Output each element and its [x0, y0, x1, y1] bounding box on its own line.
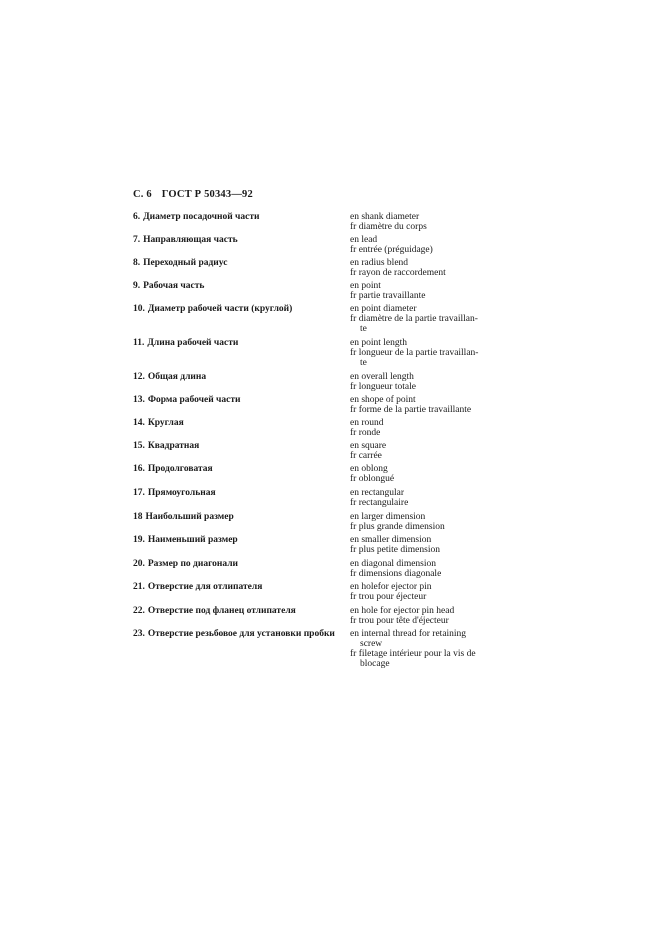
term-en: en diagonal dimension: [350, 559, 437, 569]
term-fr: fr dimensions diagonale: [350, 569, 442, 579]
term-translations: [350, 304, 510, 334]
term-fr: fr plus petite dimension: [350, 545, 440, 555]
term-row: [133, 559, 513, 582]
term-ru: 8. Переходный радиус: [133, 258, 228, 268]
term-ru: 7. Направляющая часть: [133, 235, 238, 245]
term-fr: fr carrée: [350, 451, 382, 461]
term-translations: [350, 464, 510, 484]
term-translations: [350, 258, 510, 278]
term-row: [133, 235, 513, 258]
term-fr: fr rayon de raccordement: [350, 268, 446, 278]
page-header: [133, 189, 260, 200]
term-translations: [350, 338, 510, 368]
term-fr: fr entrée (préguidage): [350, 245, 433, 255]
term-row: [133, 304, 513, 338]
term-en: en point length: [350, 338, 407, 348]
term-fr: fr filetage intérieur pour la vis de: [350, 649, 476, 659]
term-translations: [350, 488, 510, 508]
term-fr: fr longueur totale: [350, 382, 416, 392]
term-translations: [350, 212, 510, 232]
term-translations: [350, 535, 510, 555]
term-ru: 14. Круглая: [133, 418, 184, 428]
term-en: en lead: [350, 235, 378, 245]
term-ru: 15. Квадратная: [133, 441, 200, 451]
term-fr: fr rectangulaire: [350, 498, 409, 508]
term-fr: fr partie travaillante: [350, 291, 426, 301]
term-fr-continuation: te: [360, 358, 367, 368]
term-en: en oblong: [350, 464, 388, 474]
term-en: en internal thread for retaining: [350, 629, 467, 639]
term-ru: 23. Отверстие резьбовое для установки пробки: [133, 629, 335, 639]
term-ru: 11. Длина рабочей части: [133, 338, 239, 348]
term-en: en rectangular: [350, 488, 405, 498]
term-ru: 21. Отверстие для отлипателя: [133, 582, 263, 592]
term-en: en radius blend: [350, 258, 409, 268]
term-ru: 10. Диаметр рабочей части (круглой): [133, 304, 293, 314]
term-translations: [350, 629, 510, 669]
term-fr: fr trou pour éjecteur: [350, 592, 427, 602]
term-translations: [350, 441, 510, 461]
term-en: en point diameter: [350, 304, 417, 314]
term-en: en shope of point: [350, 395, 416, 405]
term-ru: 19. Наименьший размер: [133, 535, 238, 545]
term-ru: 22. Отверстие под фланец отлипателя: [133, 606, 296, 616]
term-fr-continuation: blocage: [360, 659, 390, 669]
term-row: [133, 372, 513, 395]
term-fr: fr oblongué: [350, 474, 395, 484]
term-row: [133, 606, 513, 629]
term-row: [133, 212, 513, 235]
term-translations: [350, 582, 510, 602]
term-row: [133, 258, 513, 281]
term-row: [133, 338, 513, 372]
term-row: [133, 418, 513, 441]
term-translations: [350, 372, 510, 392]
term-row: [133, 464, 513, 488]
term-row: [133, 441, 513, 464]
term-ru: 16. Продолговатая: [133, 464, 213, 474]
term-en: en round: [350, 418, 384, 428]
term-ru: 20. Размер по диагонали: [133, 559, 239, 569]
term-row: [133, 488, 513, 512]
term-fr: fr trou pour tête d'éjecteur: [350, 616, 449, 626]
term-en: en overall length: [350, 372, 414, 382]
term-ru: 17. Прямоугольная: [133, 488, 216, 498]
term-fr: fr longueur de la partie travaillan-: [350, 348, 479, 358]
page-number: С. 6: [133, 189, 152, 200]
term-ru: 18 Наибольший размер: [133, 512, 234, 522]
term-fr: fr diamètre du corps: [350, 222, 427, 232]
term-row: [133, 629, 513, 671]
term-row: [133, 395, 513, 418]
term-en: en shank diameter: [350, 212, 420, 222]
term-translations: [350, 395, 510, 415]
term-ru: 13. Форма рабочей части: [133, 395, 241, 405]
standard-code: ГОСТ Р 50343—92: [161, 189, 253, 200]
term-translations: [350, 418, 510, 438]
term-translations: [350, 281, 510, 301]
term-row: [133, 582, 513, 606]
term-en: en smaller dimension: [350, 535, 432, 545]
term-ru: 6. Диаметр посадочной части: [133, 212, 260, 222]
term-en: en square: [350, 441, 387, 451]
term-fr: fr ronde: [350, 428, 381, 438]
term-fr-continuation: te: [360, 324, 367, 334]
term-translations: [350, 606, 510, 626]
term-en-continuation: screw: [360, 639, 383, 649]
term-ru: 12. Общая длина: [133, 372, 207, 382]
term-en: en hole for ejector pin head: [350, 606, 455, 616]
term-fr: fr forme de la partie travaillante: [350, 405, 472, 415]
term-row: [133, 281, 513, 304]
term-translations: [350, 235, 510, 255]
term-en: en point: [350, 281, 381, 291]
term-list: [133, 212, 513, 671]
term-ru: 9. Рабочая часть: [133, 281, 205, 291]
term-translations: [350, 512, 510, 532]
term-en: en larger dimension: [350, 512, 426, 522]
term-row: [133, 512, 513, 535]
term-en: en holefor ejector pin: [350, 582, 432, 592]
term-fr: fr plus grande dimension: [350, 522, 445, 532]
term-translations: [350, 559, 510, 579]
term-row: [133, 535, 513, 559]
term-fr: fr diamètre de la partie travaillan-: [350, 314, 478, 324]
